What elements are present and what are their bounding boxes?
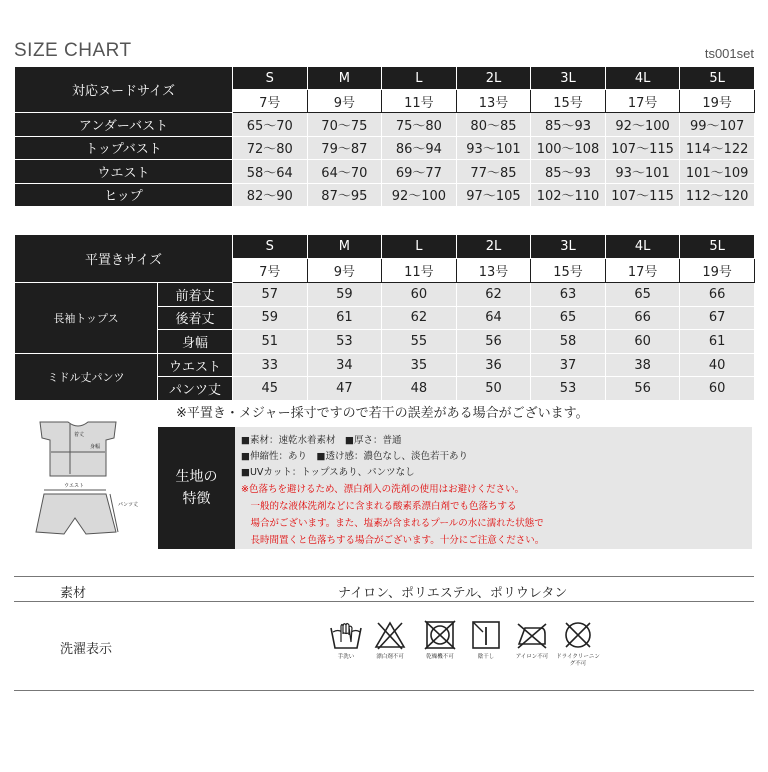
table-cell: 33	[233, 353, 308, 377]
table-cell: 60	[680, 377, 755, 401]
table-label: 平置きサイズ	[15, 235, 233, 283]
care-item-label: 漂白剤不可	[376, 654, 404, 660]
table-cell: 80〜85	[456, 113, 531, 137]
size-header: 5L	[680, 67, 755, 90]
table-cell: 93〜101	[605, 160, 680, 184]
table-cell: 70〜75	[307, 113, 382, 137]
features-label	[158, 427, 235, 549]
no-bleach-icon	[373, 620, 407, 650]
table-cell: 56	[605, 377, 680, 401]
features-label-line2: 特徴	[182, 491, 211, 507]
table-cell: 93〜101	[456, 136, 531, 160]
table-cell: 63	[531, 283, 606, 307]
divider	[14, 601, 754, 602]
table-cell: 97〜105	[456, 183, 531, 207]
size-number: 13号	[456, 90, 531, 113]
table-cell: 64〜70	[307, 160, 382, 184]
row-label: ウエスト	[158, 353, 233, 377]
feature-line: ※色落ちを避けるため、漂白剤入の洗剤の使用はお避けください。	[241, 484, 525, 495]
divider	[14, 576, 754, 577]
table-row	[15, 283, 755, 307]
table-cell: 37	[531, 353, 606, 377]
table-cell: 65	[605, 283, 680, 307]
table-cell: 65	[531, 306, 606, 330]
size-header: 2L	[456, 67, 531, 90]
product-code: ts001set	[704, 46, 754, 61]
table-cell: 53	[531, 377, 606, 401]
hand-wash-icon	[329, 620, 363, 650]
table-cell: 75〜80	[382, 113, 457, 137]
divider	[14, 690, 754, 691]
table-cell: 34	[307, 353, 382, 377]
group-label: 長袖トップス	[15, 283, 158, 354]
size-number: 13号	[456, 259, 531, 283]
table-cell: 59	[233, 306, 308, 330]
table-row	[15, 160, 755, 184]
table-cell: 101〜109	[680, 160, 755, 184]
size-header-row	[15, 67, 755, 90]
table-cell: 47	[307, 377, 382, 401]
table-cell: 107〜115	[605, 183, 680, 207]
size-header: L	[382, 67, 457, 90]
fabric-features	[158, 427, 752, 549]
table-cell: 102〜110	[531, 183, 606, 207]
size-number: 19号	[680, 90, 755, 113]
material-value: ナイロン、ポリエステル、ポリウレタン	[338, 586, 568, 601]
flat-size-table	[14, 234, 755, 401]
table-cell: 60	[382, 283, 457, 307]
top-silhouette	[40, 422, 116, 476]
care-item	[418, 620, 462, 661]
table-cell: 60	[605, 330, 680, 354]
diagram-chest-label: 着丈	[74, 432, 85, 438]
size-header: S	[233, 67, 308, 90]
line-dry-icon	[469, 620, 503, 650]
size-number: 7号	[233, 259, 308, 283]
table-row	[15, 136, 755, 160]
table-cell: 92〜100	[605, 113, 680, 137]
features-label-line1: 生地の	[175, 469, 218, 485]
feature-line: ■UVカット：トップスあり、パンツなし	[241, 467, 415, 478]
size-header: L	[382, 235, 457, 259]
care-item-label: ドライクリーニング不可	[556, 654, 600, 667]
care-item-label: 手洗い	[337, 654, 355, 660]
size-number: 15号	[531, 259, 606, 283]
table-cell: 58〜64	[233, 160, 308, 184]
table-cell: 61	[307, 306, 382, 330]
care-label: 洗濯表示	[60, 642, 113, 657]
nude-size-table	[14, 66, 755, 207]
feature-line: 場合がございます。また、塩素が含まれるプールの水に濡れた状態で	[241, 518, 544, 529]
table-cell: 59	[307, 283, 382, 307]
table-cell: 55	[382, 330, 457, 354]
size-number: 15号	[531, 90, 606, 113]
table-cell: 64	[456, 306, 531, 330]
size-number: 7号	[233, 90, 308, 113]
table-cell: 65〜70	[233, 113, 308, 137]
feature-line: 一般的な液体洗剤などに含まれる酸素系漂白剤でも色落ちする	[241, 501, 517, 512]
size-header: 3L	[531, 67, 606, 90]
table-cell: 85〜93	[531, 160, 606, 184]
row-label: ヒップ	[15, 183, 233, 207]
measurement-note: ※平置き・メジャー採寸ですので若干の誤差がある場合がございます。	[176, 406, 589, 421]
no-tumble-dry-icon	[423, 620, 457, 650]
table-cell: 114〜122	[680, 136, 755, 160]
size-number: 9号	[307, 259, 382, 283]
row-label: 身幅	[158, 330, 233, 354]
feature-line: ■伸縮性：あり ■透け感：濃色なし、淡色若干あり	[241, 451, 468, 462]
table-cell: 79〜87	[307, 136, 382, 160]
size-number: 17号	[605, 259, 680, 283]
size-header-row	[15, 235, 755, 259]
feature-line: 長時間置くと色落ちする場合がございます。十分にご注意ください。	[241, 535, 545, 546]
care-item-label: 陰干し	[477, 654, 495, 660]
table-cell: 56	[456, 330, 531, 354]
table-cell: 99〜107	[680, 113, 755, 137]
size-header: 3L	[531, 235, 606, 259]
table-cell: 36	[456, 353, 531, 377]
table-label: 対応ヌードサイズ	[15, 67, 233, 113]
table-cell: 62	[382, 306, 457, 330]
pants-silhouette	[36, 483, 138, 534]
material-label: 素材	[60, 586, 87, 601]
size-header: 5L	[680, 235, 755, 259]
table-cell: 72〜80	[233, 136, 308, 160]
page-title: SIZE CHART	[14, 40, 132, 61]
table-cell: 48	[382, 377, 457, 401]
size-number: 19号	[680, 259, 755, 283]
table-cell: 53	[307, 330, 382, 354]
feature-line: ■素材：速乾水着素材 ■厚さ：普通	[241, 435, 402, 446]
size-header: 4L	[605, 67, 680, 90]
table-cell: 86〜94	[382, 136, 457, 160]
no-dry-clean-icon	[561, 620, 595, 650]
care-item	[464, 620, 508, 661]
care-item	[324, 620, 368, 661]
care-item	[368, 620, 412, 661]
size-header: S	[233, 235, 308, 259]
table-cell: 92〜100	[382, 183, 457, 207]
table-cell: 66	[605, 306, 680, 330]
care-item-label: 乾燥機不可	[426, 654, 454, 660]
size-number: 11号	[382, 90, 457, 113]
table-cell: 87〜95	[307, 183, 382, 207]
table-cell: 38	[605, 353, 680, 377]
table-cell: 69〜77	[382, 160, 457, 184]
diagram-waist-label: ウエスト	[64, 483, 85, 489]
table-cell: 51	[233, 330, 308, 354]
size-header: M	[307, 235, 382, 259]
row-label: アンダーバスト	[15, 113, 233, 137]
group-label: ミドル丈パンツ	[15, 353, 158, 400]
table-cell: 58	[531, 330, 606, 354]
table-cell: 107〜115	[605, 136, 680, 160]
table-cell: 112〜120	[680, 183, 755, 207]
table-cell: 57	[233, 283, 308, 307]
table-cell: 62	[456, 283, 531, 307]
care-item-label: アイロン不可	[515, 654, 549, 660]
diagram-length-label: パンツ丈	[118, 502, 139, 508]
size-number: 9号	[307, 90, 382, 113]
care-item	[510, 620, 554, 661]
table-cell: 61	[680, 330, 755, 354]
table-row	[15, 353, 755, 377]
table-cell: 85〜93	[531, 113, 606, 137]
table-cell: 82〜90	[233, 183, 308, 207]
table-cell: 100〜108	[531, 136, 606, 160]
table-cell: 40	[680, 353, 755, 377]
table-row	[15, 113, 755, 137]
features-body	[235, 427, 752, 549]
row-label: パンツ丈	[158, 377, 233, 401]
size-header: 4L	[605, 235, 680, 259]
row-label: ウエスト	[15, 160, 233, 184]
table-cell: 50	[456, 377, 531, 401]
row-label: トップバスト	[15, 136, 233, 160]
table-cell: 45	[233, 377, 308, 401]
row-label: 後着丈	[158, 306, 233, 330]
garment-diagram	[14, 408, 154, 558]
size-number: 17号	[605, 90, 680, 113]
diagram-width-label: 身幅	[90, 444, 101, 450]
table-cell: 35	[382, 353, 457, 377]
table-cell: 67	[680, 306, 755, 330]
table-row	[15, 183, 755, 207]
table-cell: 77〜85	[456, 160, 531, 184]
row-label: 前着丈	[158, 283, 233, 307]
iron-icon	[515, 620, 549, 650]
size-header: 2L	[456, 235, 531, 259]
care-item	[556, 620, 600, 668]
size-number: 11号	[382, 259, 457, 283]
table-cell: 66	[680, 283, 755, 307]
size-header: M	[307, 67, 382, 90]
